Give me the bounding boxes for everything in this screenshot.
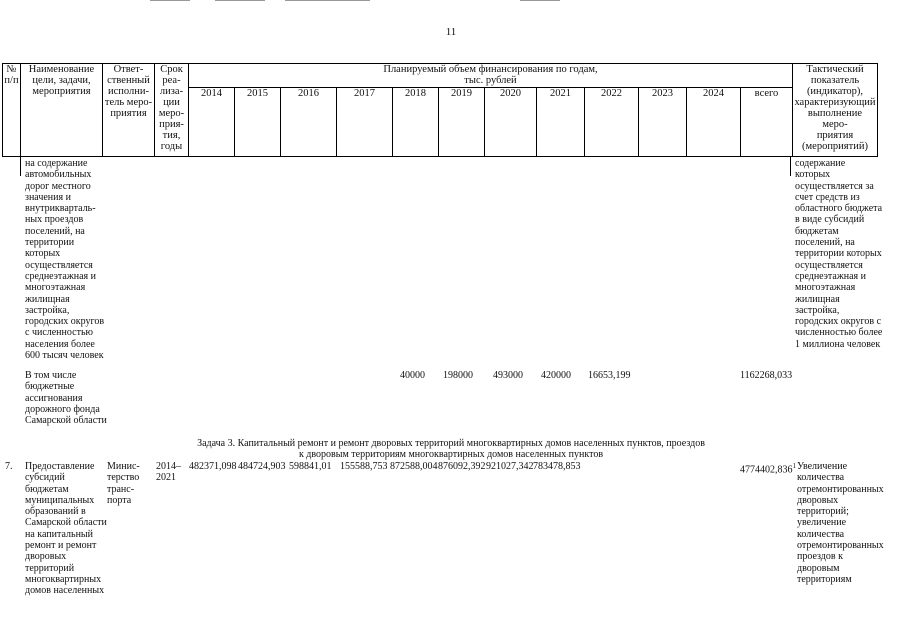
header-year: 2022 <box>585 88 639 157</box>
row-fund-2019: 198000 <box>443 370 473 381</box>
header-year: 2015 <box>235 88 281 157</box>
row7-2017: 155588,753 <box>340 461 388 472</box>
header-table <box>2 63 878 157</box>
row7-2015: 484724,903 <box>238 461 286 472</box>
header-year: 2019 <box>439 88 485 157</box>
column-divider <box>790 156 791 176</box>
row-fund-total: 1162268,033 <box>740 370 793 381</box>
row7-indicator: Увеличение количества отремонтированных дворовых территорий; увеличение количества отремонтированных проездов к дворовым территориям <box>797 461 884 585</box>
header-year: 2023 <box>639 88 687 157</box>
row7-number: 7. <box>5 461 13 472</box>
header-finance: Планируемый объем финансирования по годам, тыс. рублей <box>189 64 793 88</box>
header-name: Наименование цели, задачи, мероприятия <box>21 64 103 157</box>
scan-mark <box>285 0 370 1</box>
header-year-total: всего <box>741 88 793 157</box>
row7-2014: 482371,098 <box>189 461 237 472</box>
header-responsible: Ответ- ственный исполни- тель меро- приятия <box>103 64 155 157</box>
row7-total: 4774402,836$^1$ <box>740 462 796 476</box>
task-3-heading: Задача 3. Капитальный ремонт и ремонт дворовых территорий многоквартирных домов населенных пунктов, проездов к дворовым территориям многоквартирных домов населенных пунктов <box>197 438 705 460</box>
header-year: 2017 <box>337 88 393 157</box>
scan-mark <box>150 0 190 1</box>
row-fund-2020: 493000 <box>493 370 523 381</box>
row-cont-name: на содержание автомобильных дорог местного значения и внутрикварталь- ных проездов поселений, на территории которых осуществляется среднеэтажная и многоэтажная жилищная застройка, городских округов с численностью населения более 600 тысяч человек <box>25 158 105 362</box>
row7-responsible: Минис- терство транс- порта <box>107 461 140 506</box>
row7-2018: 872588,004 <box>390 461 438 472</box>
header-year: 2021 <box>537 88 585 157</box>
row7-term: 2014– 2021 <box>156 461 181 484</box>
row7-2016: 598841,01 <box>289 461 332 472</box>
header-year: 2018 <box>393 88 439 157</box>
header-year: 2014 <box>189 88 235 157</box>
row-fund-name: В том числе бюджетные ассигнования дорожного фонда Самарской области <box>25 370 107 427</box>
header-year: 2024 <box>687 88 741 157</box>
row7-2019: 876092,392 <box>438 461 486 472</box>
scan-mark <box>520 0 560 1</box>
page-number: 11 <box>445 26 457 38</box>
header-term: Срок реа- лиза- ции меро- прия- тия, годы <box>155 64 189 157</box>
row-fund-2021: 420000 <box>541 370 571 381</box>
header-year: 2020 <box>485 88 537 157</box>
scan-mark <box>215 0 265 1</box>
header-indicator: Тактический показатель (индикатор), характеризующий выполнение меро- приятия (мероприятий) <box>793 64 878 157</box>
row7-2020: 921027,342 <box>486 461 534 472</box>
column-divider <box>20 156 21 176</box>
row-fund-2018: 40000 <box>400 370 425 381</box>
row7-name: Предоставление субсидий бюджетам муниципальных образований в Самарской области на капитальный ремонт и ремонт дворовых территорий многоквартирных домов населенных <box>25 461 107 597</box>
row-cont-indicator: содержание которых осуществляется за счет средств из областного бюджета в виде субсидий бюджетам поселений, на территории которых осуществляется среднеэтажная и многоэтажная жилищная застройка, городских округов с численностью более 1 миллиона человек <box>795 158 883 350</box>
row-fund-2022: 16653,199 <box>588 370 631 381</box>
row7-2021: 783478,853 <box>533 461 581 472</box>
header-year: 2016 <box>281 88 337 157</box>
header-no: № п/п <box>3 64 21 157</box>
